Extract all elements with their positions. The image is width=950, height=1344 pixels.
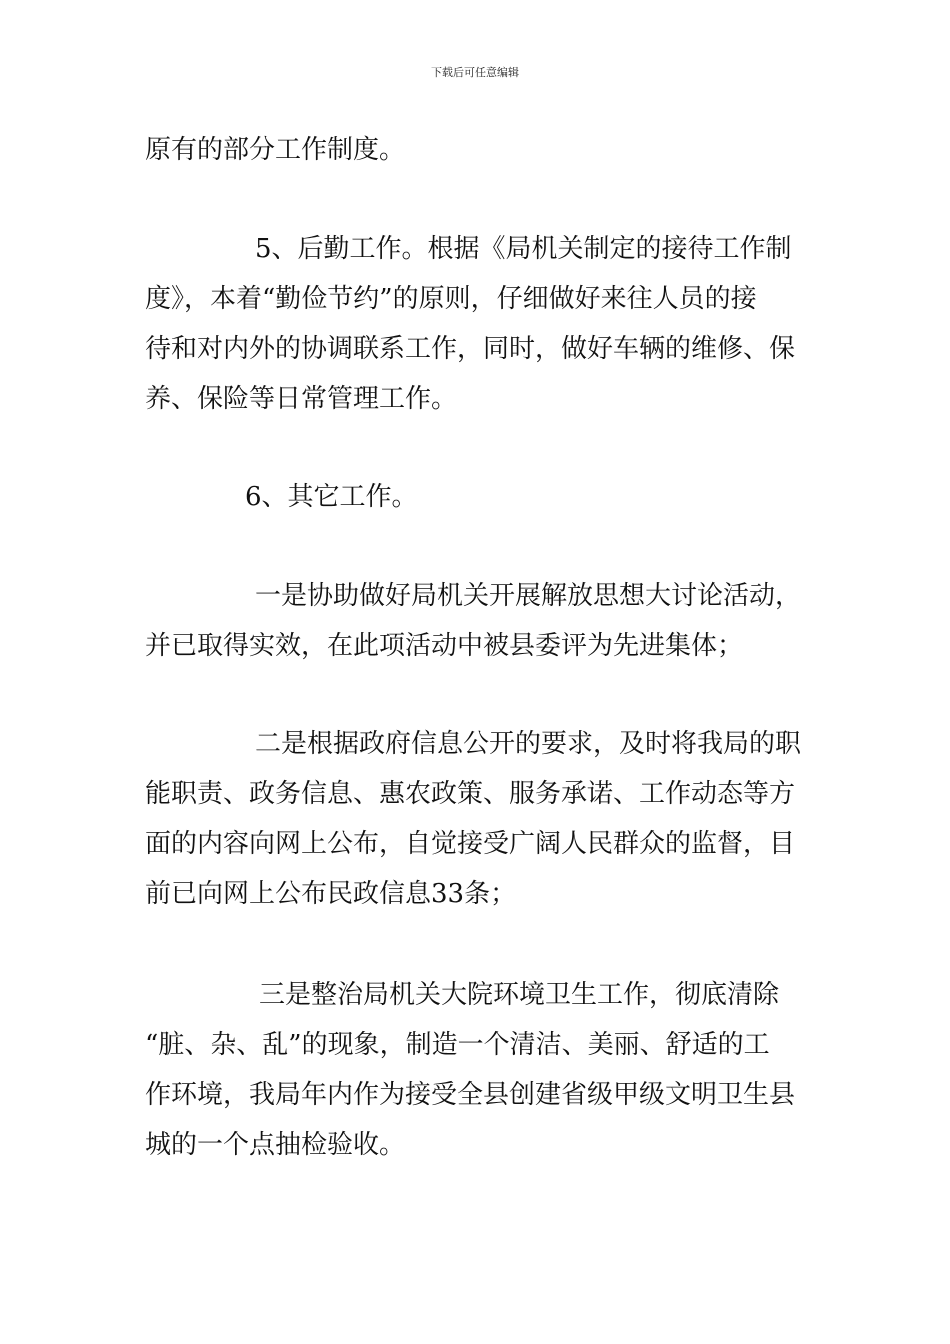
paragraph-line: “脏、杂、乱”的现象，制造一个清洁、美丽、舒适的工 [145,1030,770,1060]
paragraph-line: 二是根据政府信息公开的要求，及时将我局的职 [255,729,802,759]
paragraph-line: 原有的部分工作制度。 [145,135,406,165]
paragraph-line: 5、后勤工作。根据《局机关制定的接待工作制 [255,234,792,264]
paragraph-line: 前已向网上公布民政信息33条； [145,879,517,909]
paragraph-other-work [145,472,813,522]
paragraph-item-two [145,719,813,919]
paragraph-line: 并已取得实效，在此项活动中被县委评为先进集体； [145,631,744,661]
paragraph-line: 作环境，我局年内作为接受全县创建省级甲级文明卫生县 [145,1080,796,1110]
paragraph-line: 6、其它工作。 [245,482,418,512]
paragraph-line: 一是协助做好局机关开展解放思想大讨论活动， [255,581,802,611]
paragraph-line: 待和对内外的协调联系工作，同时，做好车辆的维修、保 [145,334,796,364]
paragraph-line: 能职责、政务信息、惠农政策、服务承诺、工作动态等方 [145,779,796,809]
paragraph-logistics [145,224,813,424]
paragraph-item-three [145,970,813,1170]
paragraph-line: 养、保险等日常管理工作。 [145,384,458,414]
paragraph-line: 面的内容向网上公布，自觉接受广阔人民群众的监督，目 [145,829,796,859]
paragraph-line: 度》，本着“勤俭节约”的原则，仔细做好来往人员的接 [145,284,757,314]
paragraph-line: 三是整治局机关大院环境卫生工作，彻底清除 [259,980,780,1010]
page-header-note: 下载后可任意编辑 [431,66,519,79]
paragraph-line: 城的一个点抽检验收。 [145,1130,406,1160]
paragraph-item-one [145,571,813,671]
paragraph-continuation [145,125,813,175]
